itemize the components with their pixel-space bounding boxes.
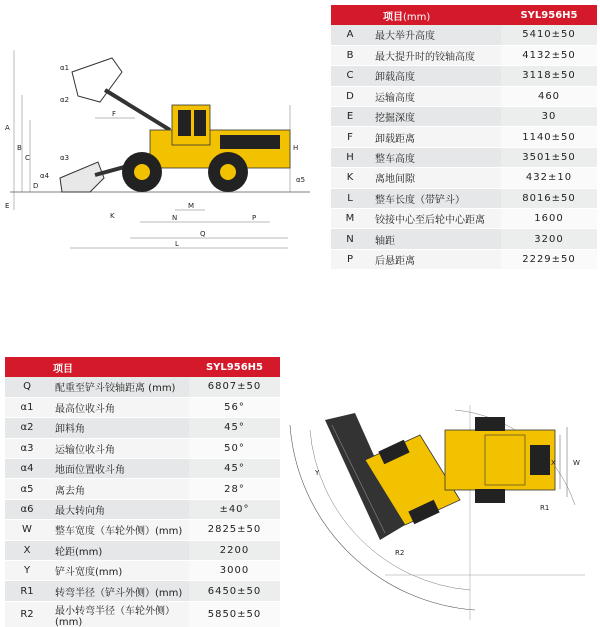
row-name: 最高位收斗角 [49,397,189,417]
row-value: 460 [501,86,597,106]
row-value: 6807±50 [189,377,280,397]
table-row [331,66,597,86]
label-f: F [112,110,117,118]
table-row [331,45,597,65]
label-alpha5: α5 [296,176,306,184]
row-name: 铲斗宽度(mm) [49,561,189,581]
row-value: 3000 [189,561,280,581]
table-row [5,397,280,417]
table-row [5,581,280,601]
row-value: 45° [189,418,280,438]
row-value: 28° [189,479,280,499]
spec-table-angles [5,357,280,627]
row-code: C [331,66,369,86]
row-code: P [331,249,369,269]
label-y: Y [315,469,320,477]
row-value: 3118±50 [501,66,597,86]
label-x: X [551,459,556,467]
table-row [331,86,597,106]
row-name: 轮距(mm) [49,540,189,560]
row-code: α1 [5,397,49,417]
row-name: 整车宽度（车轮外侧）(mm) [49,520,189,540]
row-name: 挖掘深度 [369,107,501,127]
table-row [331,209,597,229]
loader-top-view-diagram [285,405,595,620]
label-q: Q [200,230,206,238]
row-value: 45° [189,459,280,479]
table-row [5,479,280,499]
row-value: 3200 [501,229,597,249]
row-code: W [5,520,49,540]
cab-window-front [178,110,191,136]
row-name: 后悬距离 [369,249,501,269]
label-alpha4: α4 [40,172,50,180]
label-h: H [293,144,299,152]
row-code: R2 [5,601,49,627]
table-row [5,540,280,560]
label-alpha1: α1 [60,64,70,72]
label-c: C [25,154,30,162]
row-name: 运输位收斗角 [49,438,189,458]
label-a: A [5,124,10,132]
row-code: R1 [5,581,49,601]
table2-header-model: SYL956H5 [189,357,280,377]
row-code: K [331,168,369,188]
label-r1: R1 [540,504,550,512]
row-value: 5410±50 [501,25,597,45]
engine-cover-top [530,445,550,475]
row-name: 最大转向角 [49,499,189,519]
label-w: W [573,459,580,467]
front-wheel-hub [134,164,150,180]
row-name: 地面位置收斗角 [49,459,189,479]
label-n: N [172,214,178,222]
table-row [5,377,280,397]
table-row [5,418,280,438]
row-code: M [331,209,369,229]
loader-side-view-diagram [0,10,330,250]
table-row [331,168,597,188]
cab-window-rear [194,110,206,136]
row-value: 1600 [501,209,597,229]
label-e: E [5,202,10,210]
row-code: F [331,127,369,147]
row-code: Y [5,561,49,581]
row-code: α4 [5,459,49,479]
row-value: 2200 [189,540,280,560]
row-name: 配重至铲斗铰轴距离 (mm) [49,377,189,397]
row-code: H [331,147,369,167]
row-value: 5850±50 [189,601,280,627]
row-code: α2 [5,418,49,438]
cab-top [485,435,525,485]
row-name: 铰接中心至后轮中心距离 [369,209,501,229]
row-value: 432±10 [501,168,597,188]
row-name: 整车高度 [369,147,501,167]
label-r2: R2 [395,549,405,557]
table1-header-item [331,5,501,25]
table-row [331,249,597,269]
row-code: α5 [5,479,49,499]
row-name: 离去角 [49,479,189,499]
row-name: 转弯半径（铲斗外侧）(mm) [49,581,189,601]
table-row [5,561,280,581]
row-name: 卸料角 [49,418,189,438]
row-name: 卸载距离 [369,127,501,147]
row-value: 6450±50 [189,581,280,601]
row-code: Q [5,377,49,397]
table-row [5,601,280,627]
row-value: 8016±50 [501,188,597,208]
spec-table-dimensions [331,5,597,270]
row-code: D [331,86,369,106]
row-name: 运输高度 [369,86,501,106]
row-code: B [331,45,369,65]
table-row [5,438,280,458]
row-code: A [331,25,369,45]
lowered-bucket-outline [60,162,104,192]
row-name: 最小转弯半径（车轮外侧）(mm) [49,601,189,627]
row-value: 50° [189,438,280,458]
row-name: 离地间隙 [369,168,501,188]
table1-header-item-label: 项目 [383,11,403,23]
row-code: N [331,229,369,249]
rear-wheel-hub [220,164,236,180]
table-row [331,229,597,249]
table-row [331,127,597,147]
rear-wheel-right [475,489,505,503]
row-code: X [5,540,49,560]
label-l: L [175,240,179,248]
table-row [5,459,280,479]
table1-header-unit: (mm) [403,11,431,23]
row-value: 2825±50 [189,520,280,540]
table-row [331,107,597,127]
row-name: 整车长度（带铲斗） [369,188,501,208]
row-value: 56° [189,397,280,417]
label-alpha2: α2 [60,96,70,104]
table1-header-model: SYL956H5 [501,5,597,25]
table2-header-row [5,357,280,377]
row-value: 1140±50 [501,127,597,147]
label-k: K [110,212,115,220]
table-row [5,520,280,540]
engine-hood-grille [220,135,280,149]
table-row [331,188,597,208]
rear-wheel-left [475,417,505,431]
row-code: E [331,107,369,127]
row-name: 最大举升高度 [369,25,501,45]
table1-header-row [331,5,597,25]
label-p: P [252,214,257,222]
row-code: α6 [5,499,49,519]
row-value: 4132±50 [501,45,597,65]
row-code: L [331,188,369,208]
row-value: 30 [501,107,597,127]
row-name: 卸载高度 [369,66,501,86]
table-row [331,147,597,167]
table-row [331,25,597,45]
label-alpha3: α3 [60,154,70,162]
row-code: α3 [5,438,49,458]
row-value: 2229±50 [501,249,597,269]
row-value: 3501±50 [501,147,597,167]
label-m: M [188,202,195,210]
table-row [5,499,280,519]
table2-header-item: 项目 [5,357,189,377]
row-name: 轴距 [369,229,501,249]
row-name: 最大提升时的铰轴高度 [369,45,501,65]
row-value: ±40° [189,499,280,519]
label-b: B [17,144,22,152]
label-d: D [33,182,39,190]
